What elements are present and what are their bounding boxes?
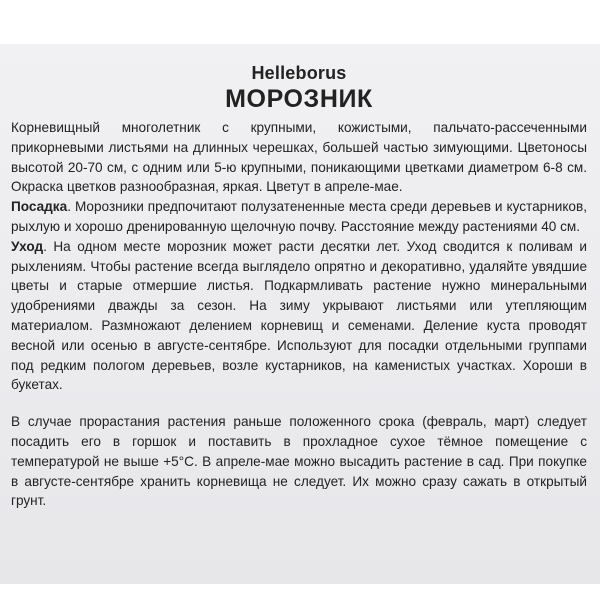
planting-paragraph bbox=[11, 197, 587, 237]
latin-name: Helleborus bbox=[251, 63, 347, 83]
care-paragraph bbox=[11, 237, 587, 395]
seed-packet-back bbox=[0, 44, 600, 584]
page-title: МОРОЗНИК bbox=[225, 85, 373, 113]
care-label: Уход bbox=[11, 238, 44, 254]
planting-label: Посадка bbox=[11, 199, 68, 215]
description-paragraph: Корневищный многолетник с крупными, кожистыми, пальчато-рассеченными прикорневыми листьями на длинных черешках, большей частью зимующими. Цветоносы высотой 20-70 см, с одним или 5-ю крупными, поникающими цветками диаметром 6-8 см. Окраска цветков разнообразная, яркая. Цветут в апреле-мае. bbox=[11, 120, 587, 195]
planting-text: . Морозники предпочитают полузатененные места среди деревьев и кустарников, рыхлую и хорошо дренированную щелочную почву. Расстояние между растениями 40 см. bbox=[11, 199, 587, 234]
section-divider bbox=[11, 395, 587, 412]
care-text: . На одном месте морозник может расти десятки лет. Уход сводится к поливам и рыхлениям. Чтобы растение всегда выглядело опрятно и декоративно, удаляйте увядшие цветы и старые отмершие листья. Подкармливать растение нужно минеральными удобрениями дважды за сезон. На зиму укрывают листьями или утепляющим материалом. Размножают делением корневищ и семенами. Деление куста проводят весной или осенью в августе-сентябре. Используют для посадки отдельными группами под редким пологом деревьев, возле кустарников, на каменистых участках. Хороши в букетах. bbox=[11, 238, 587, 393]
storage-paragraph: В случае прорастания растения раньше положенного срока (февраль, март) следует посадить его в горшок и поставить в прохладное сухое тёмное помещение с температурой не выше +5°С. В апреле-мае можно высадить растение в сад. При покупке в августе-сентябре хранить корневища не следует. Их можно сразу сажать в открытый грунт. bbox=[11, 414, 587, 509]
